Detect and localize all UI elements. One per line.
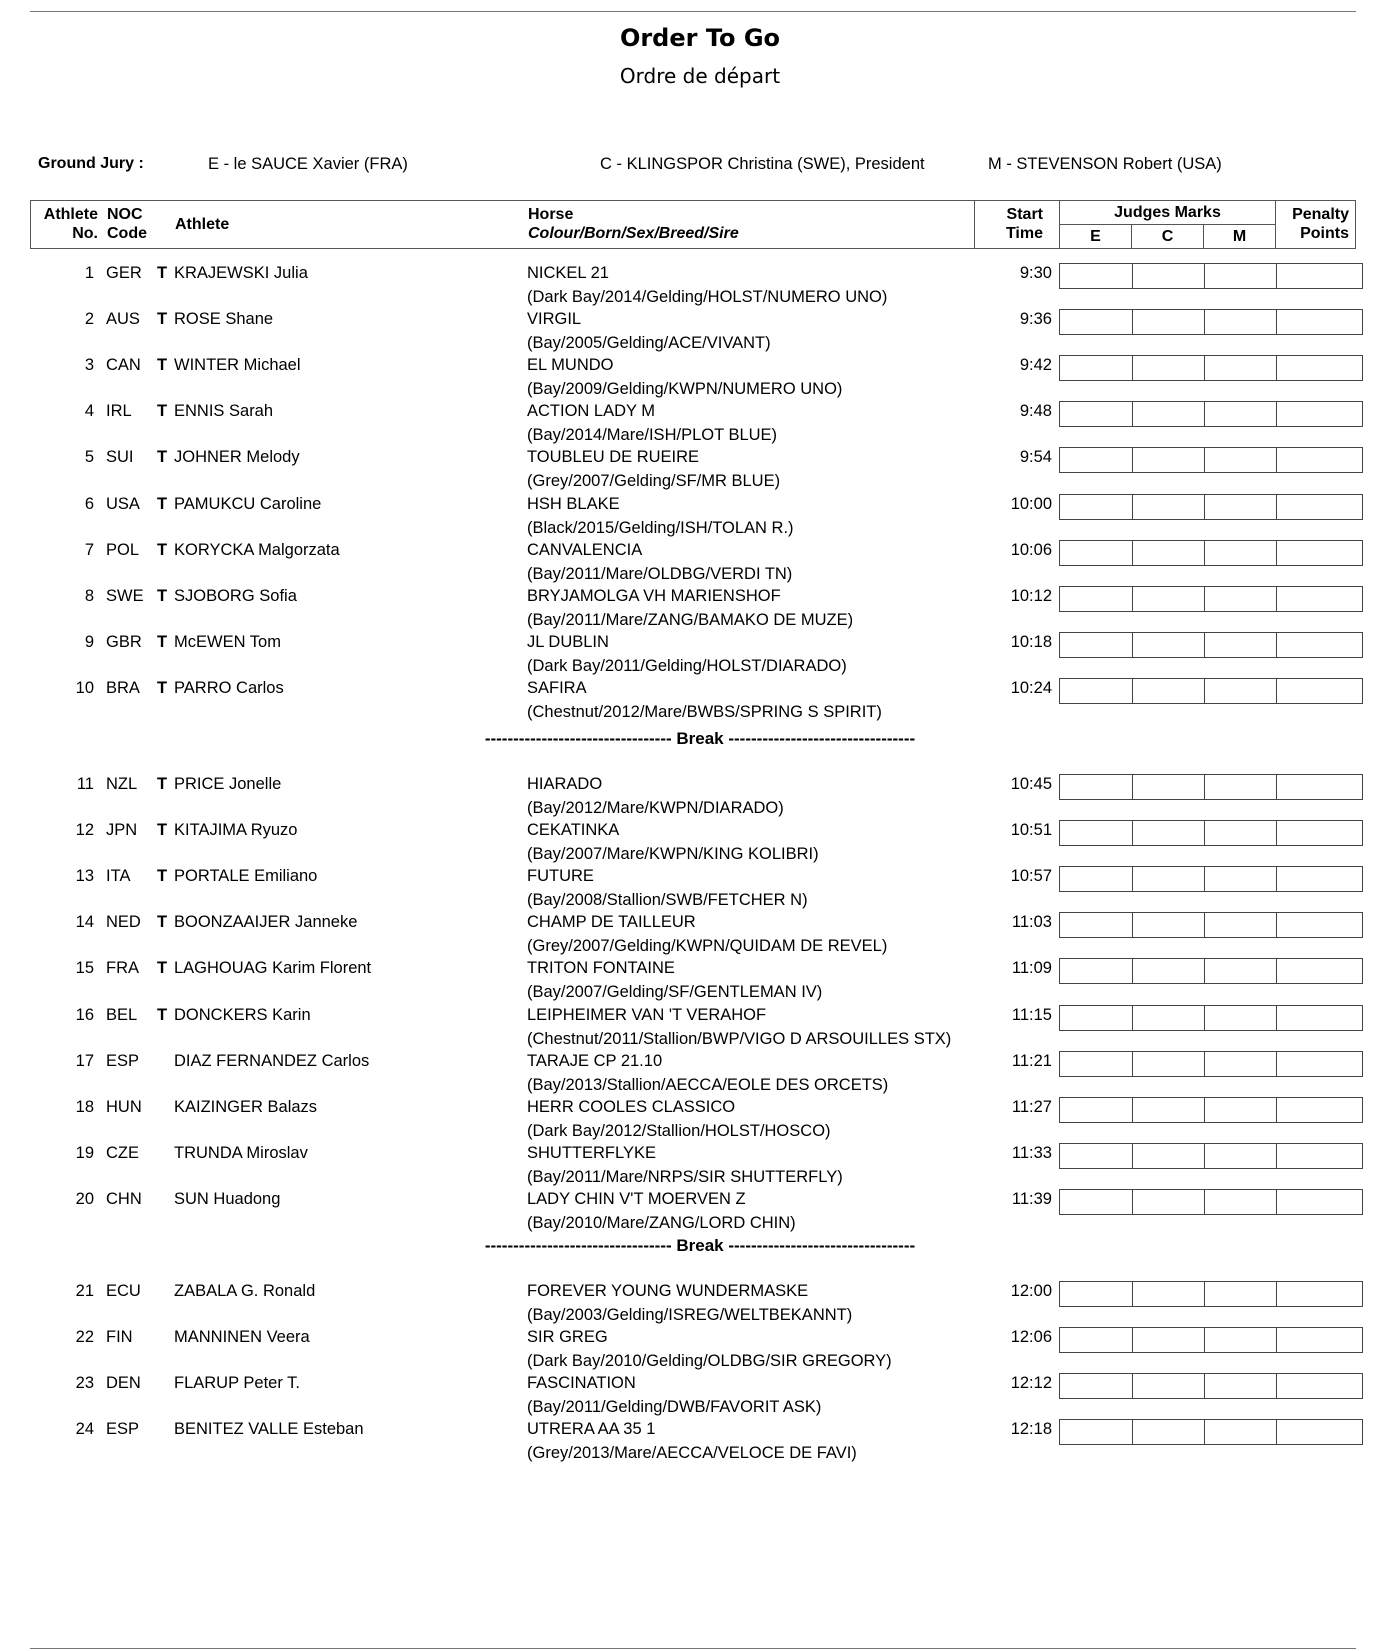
athlete-no: 8: [84, 586, 94, 605]
horse-details: (Bay/2008/Stallion/SWB/FETCHER N): [527, 891, 808, 910]
horse-name: TOUBLEU DE RUEIRE: [527, 448, 700, 467]
judges-marks-boxes[interactable]: [1059, 494, 1363, 520]
start-time: 11:39: [1011, 1189, 1052, 1208]
noc-code: BEL: [106, 1005, 138, 1024]
judges-marks-boxes[interactable]: [1059, 1419, 1363, 1445]
ground-jury-label: Ground Jury :: [38, 155, 144, 172]
athlete-no: 19: [75, 1143, 94, 1162]
horse-name: HERR COOLES CLASSICO: [527, 1097, 736, 1116]
start-time: 10:06: [1010, 540, 1052, 559]
athlete-no: 10: [75, 678, 94, 697]
start-time: 9:30: [1019, 264, 1052, 282]
jury-member-e: E - le SAUCE Xavier (FRA): [208, 155, 408, 173]
athlete-name: ROSE Shane: [174, 310, 274, 329]
start-time: 9:54: [1019, 448, 1052, 467]
judges-marks-boxes[interactable]: [1059, 1143, 1363, 1169]
athlete-no: 1: [84, 264, 94, 282]
athlete-no: 24: [75, 1420, 94, 1439]
horse-name: ACTION LADY M: [527, 402, 656, 421]
athlete-no: 11: [76, 775, 94, 793]
athlete-no: 9: [84, 632, 94, 651]
horse-details: (Bay/2014/Mare/ISH/PLOT BLUE): [527, 426, 778, 445]
start-time: 12:12: [1010, 1374, 1052, 1393]
noc-code: HUN: [106, 1097, 142, 1116]
noc-code: IRL: [106, 402, 132, 421]
athlete-no: 15: [75, 959, 94, 978]
header-start-line1: Start: [1006, 206, 1043, 223]
start-time: 10:12: [1010, 586, 1052, 605]
horse-name: CEKATINKA: [527, 821, 620, 840]
team-marker: T: [157, 448, 168, 467]
team-marker: T: [157, 1005, 168, 1024]
start-time: 9:42: [1019, 356, 1052, 375]
header-penalty-line1: Penalty: [1292, 206, 1349, 223]
horse-name: CANVALENCIA: [527, 540, 643, 559]
horse-name: BRYJAMOLGA VH MARIENSHOF: [527, 586, 781, 605]
header-athlete-no-line1: Athlete: [43, 206, 98, 223]
noc-code: ESP: [106, 1420, 140, 1439]
athlete-no: 17: [75, 1051, 94, 1070]
athlete-name: PRICE Jonelle: [174, 775, 282, 793]
horse-details: (Bay/2012/Mare/KWPN/DIARADO): [527, 799, 784, 817]
start-time: 10:24: [1010, 678, 1052, 697]
start-time: 10:18: [1010, 632, 1052, 651]
header-judge-c: C: [1161, 228, 1174, 245]
horse-name: UTRERA AA 35 1: [527, 1420, 656, 1439]
table-row: [0, 996, 1400, 1048]
athlete-no: 12: [75, 821, 94, 840]
athlete-no: 23: [75, 1374, 94, 1393]
horse-name: CHAMP DE TAILLEUR: [527, 913, 696, 932]
athlete-name: BENITEZ VALLE Esteban: [174, 1420, 364, 1439]
athlete-no: 18: [75, 1097, 94, 1116]
team-marker: T: [157, 959, 168, 978]
judges-marks-boxes[interactable]: [1059, 1373, 1363, 1399]
start-time: 11:03: [1011, 913, 1052, 932]
judges-marks-boxes[interactable]: [1059, 866, 1363, 892]
judges-marks-boxes[interactable]: [1059, 958, 1363, 984]
start-time: 11:27: [1011, 1097, 1052, 1116]
jury-member-c: C - KLINGSPOR Christina (SWE), President: [600, 155, 925, 173]
noc-code: NED: [106, 913, 141, 932]
horse-details: (Bay/2011/Gelding/DWB/FAVORIT ASK): [527, 1398, 822, 1417]
noc-code: USA: [106, 494, 140, 513]
team-marker: T: [157, 913, 168, 932]
athlete-name: SJOBORG Sofia: [174, 586, 297, 605]
judges-marks-boxes[interactable]: [1059, 540, 1363, 566]
horse-name: HIARADO: [527, 775, 603, 793]
table-row: [0, 346, 1400, 399]
header-start-line2: Time: [1005, 225, 1043, 242]
horse-details: (Bay/2005/Gelding/ACE/VIVANT): [527, 334, 771, 353]
judges-marks-boxes[interactable]: [1059, 678, 1363, 704]
noc-code: ECU: [106, 1282, 141, 1300]
noc-code: ESP: [106, 1051, 140, 1070]
start-time: 10:45: [1010, 775, 1052, 793]
athlete-name: PORTALE Emiliano: [174, 867, 318, 886]
table-row: [0, 669, 1400, 721]
athlete-name: BOONZAAIJER Janneke: [174, 913, 358, 932]
horse-details: (Dark Bay/2014/Gelding/HOLST/NUMERO UNO): [527, 288, 888, 306]
athlete-name: PARRO Carlos: [174, 678, 284, 697]
athlete-no: 7: [84, 540, 94, 559]
noc-code: CZE: [106, 1143, 139, 1162]
header-horse-line2: Colour/Born/Sex/Breed/Sire: [528, 225, 739, 242]
team-marker: T: [157, 402, 168, 421]
noc-code: CAN: [106, 356, 141, 375]
noc-code: JPN: [106, 821, 138, 840]
horse-name: FASCINATION: [527, 1374, 636, 1393]
table-row: [0, 1410, 1400, 1463]
athlete-no: 4: [84, 402, 94, 421]
table-row: [0, 531, 1400, 583]
athlete-name: PAMUKCU Caroline: [174, 494, 322, 513]
start-time: 10:57: [1010, 867, 1052, 886]
page-subtitle: Ordre de départ: [619, 64, 781, 88]
noc-code: FRA: [106, 959, 139, 978]
judges-marks-boxes[interactable]: [1059, 1051, 1363, 1077]
horse-name: VIRGIL: [527, 310, 582, 329]
header-penalty-line2: Points: [1300, 225, 1349, 242]
horse-details: (Grey/2007/Gelding/KWPN/QUIDAM DE REVEL): [527, 937, 888, 956]
table-row: [0, 765, 1400, 817]
judges-marks-boxes[interactable]: [1059, 774, 1363, 800]
horse-details: (Bay/2009/Gelding/KWPN/NUMERO UNO): [527, 380, 843, 399]
table-row: [0, 1042, 1400, 1094]
horse-details: (Bay/2007/Gelding/SF/GENTLEMAN IV): [527, 983, 823, 1002]
horse-details: (Dark Bay/2010/Gelding/OLDBG/SIR GREGORY): [527, 1352, 892, 1371]
judges-marks-boxes[interactable]: [1059, 401, 1363, 427]
horse-details: (Bay/2013/Stallion/AECCA/EOLE DES ORCETS): [527, 1075, 889, 1094]
table-row: [0, 857, 1400, 910]
athlete-no: 14: [75, 913, 94, 932]
athlete-name: TRUNDA Miroslav: [174, 1143, 308, 1162]
noc-code: NZL: [106, 775, 138, 793]
team-marker: T: [157, 310, 168, 329]
athlete-name: ZABALA G. Ronald: [174, 1282, 316, 1300]
judges-marks-boxes[interactable]: [1059, 1327, 1363, 1353]
table-row: [0, 903, 1400, 956]
athlete-name: LAGHOUAG Karim Florent: [174, 959, 372, 978]
table-row: [0, 392, 1400, 445]
horse-details: (Grey/2007/Gelding/SF/MR BLUE): [527, 472, 781, 491]
table-row: [0, 577, 1400, 629]
athlete-no: 6: [84, 494, 94, 513]
athlete-name: KORYCKA Malgorzata: [174, 540, 340, 559]
team-marker: T: [157, 678, 168, 697]
athlete-name: JOHNER Melody: [174, 448, 300, 467]
noc-code: ITA: [106, 867, 131, 886]
athlete-no: 5: [84, 448, 94, 467]
table-row: [0, 300, 1400, 353]
noc-code: SWE: [106, 586, 144, 605]
athlete-no: 20: [75, 1189, 94, 1208]
horse-name: FOREVER YOUNG WUNDERMASKE: [527, 1282, 809, 1300]
horse-name: SHUTTERFLYKE: [527, 1143, 656, 1162]
athlete-name: KITAJIMA Ryuzo: [174, 821, 298, 840]
horse-details: (Bay/2011/Mare/OLDBG/VERDI TN): [527, 564, 793, 583]
judges-marks-boxes[interactable]: [1059, 632, 1363, 658]
header-noc-line2: Code: [107, 225, 147, 242]
break-separator: --------------------------------- Break ---------------------------------: [484, 729, 916, 748]
header-judge-e: E: [1090, 228, 1101, 245]
team-marker: T: [157, 821, 168, 840]
noc-code: GER: [106, 264, 142, 282]
table-row: [0, 623, 1400, 675]
break-separator: --------------------------------- Break ---------------------------------: [484, 1236, 916, 1255]
header-athlete: Athlete: [175, 216, 230, 233]
table-row: [0, 1088, 1400, 1140]
horse-details: (Chestnut/2012/Mare/BWBS/SPRING S SPIRIT): [527, 702, 882, 721]
judges-marks-boxes[interactable]: [1059, 1097, 1363, 1123]
horse-details: (Chestnut/2011/Stallion/BWP/VIGO D ARSOUILLES STX): [527, 1029, 952, 1048]
athlete-name: FLARUP Peter T.: [174, 1374, 300, 1393]
horse-details: (Bay/2011/Mare/ZANG/BAMAKO DE MUZE): [527, 610, 854, 629]
horse-name: LEIPHEIMER VAN 'T VERAHOF: [527, 1005, 767, 1024]
start-time: 10:51: [1010, 821, 1052, 840]
noc-code: GBR: [106, 632, 142, 651]
header-judges-marks: Judges Marks: [1114, 204, 1221, 221]
start-time: 11:21: [1011, 1051, 1052, 1070]
team-marker: T: [157, 775, 168, 793]
athlete-no: 13: [75, 867, 94, 886]
noc-code: POL: [106, 540, 140, 559]
athlete-name: McEWEN Tom: [174, 632, 281, 651]
horse-details: (Dark Bay/2011/Gelding/HOLST/DIARADO): [527, 656, 847, 675]
noc-code: DEN: [106, 1374, 141, 1393]
table-row: [0, 1180, 1400, 1232]
athlete-name: ENNIS Sarah: [174, 402, 274, 421]
start-time: 11:09: [1011, 959, 1052, 978]
athlete-no: 21: [75, 1282, 94, 1300]
start-time: 10:00: [1010, 494, 1052, 513]
judges-marks-boxes[interactable]: [1059, 309, 1363, 335]
judges-marks-boxes[interactable]: [1059, 447, 1363, 473]
horse-name: SAFIRA: [527, 678, 587, 697]
athlete-name: KAIZINGER Balazs: [174, 1097, 318, 1116]
team-marker: T: [157, 540, 168, 559]
table-row: [0, 811, 1400, 864]
horse-details: (Black/2015/Gelding/ISH/TOLAN R.): [527, 518, 794, 537]
table-row: [0, 1364, 1400, 1417]
horse-name: NICKEL 21: [527, 264, 609, 282]
table-row: [0, 438, 1400, 491]
team-marker: T: [157, 867, 168, 886]
team-marker: T: [157, 264, 168, 282]
noc-code: SUI: [106, 448, 134, 467]
header-noc-line1: NOC: [107, 206, 143, 223]
athlete-no: 16: [75, 1005, 94, 1024]
judges-marks-boxes[interactable]: [1059, 586, 1363, 612]
horse-name: EL MUNDO: [527, 356, 614, 375]
athlete-no: 2: [84, 310, 94, 329]
athlete-no: 22: [75, 1328, 94, 1347]
horse-details: (Bay/2011/Mare/NRPS/SIR SHUTTERFLY): [527, 1167, 843, 1186]
horse-name: TARAJE CP 21.10: [527, 1051, 663, 1070]
horse-name: SIR GREG: [527, 1328, 608, 1347]
athlete-name: MANNINEN Veera: [174, 1328, 310, 1347]
noc-code: BRA: [106, 678, 140, 697]
judges-marks-boxes[interactable]: [1059, 1281, 1363, 1307]
noc-code: FIN: [106, 1328, 133, 1347]
table-row: [0, 1272, 1400, 1324]
start-time: 12:06: [1010, 1328, 1052, 1347]
judges-marks-boxes[interactable]: [1059, 1005, 1363, 1031]
athlete-name: DIAZ FERNANDEZ Carlos: [174, 1051, 370, 1070]
horse-details: (Dark Bay/2012/Stallion/HOLST/HOSCO): [527, 1121, 831, 1140]
horse-name: FUTURE: [527, 867, 594, 886]
judges-marks-boxes[interactable]: [1059, 263, 1363, 289]
header-athlete-no-line2: No.: [72, 225, 98, 242]
team-marker: T: [157, 494, 168, 513]
horse-name: LADY CHIN V'T MOERVEN Z: [527, 1189, 746, 1208]
table-row: [0, 1134, 1400, 1186]
horse-details: (Bay/2003/Gelding/ISREG/WELTBEKANNT): [527, 1306, 853, 1324]
athlete-no: 3: [84, 356, 94, 375]
start-time: 12:00: [1010, 1282, 1052, 1300]
header-judge-m: M: [1232, 228, 1247, 245]
table-row: [0, 254, 1400, 306]
judges-marks-boxes[interactable]: [1059, 820, 1363, 846]
horse-details: (Grey/2013/Mare/AECCA/VELOCE DE FAVI): [527, 1444, 857, 1463]
judges-marks-boxes[interactable]: [1059, 912, 1363, 938]
table-row: [0, 949, 1400, 1002]
horse-name: JL DUBLIN: [527, 632, 609, 651]
page-title: Order To Go: [619, 24, 781, 52]
start-time: 11:33: [1011, 1143, 1052, 1162]
start-time: 12:18: [1010, 1420, 1052, 1439]
athlete-name: KRAJEWSKI Julia: [174, 264, 308, 282]
judges-marks-boxes[interactable]: [1059, 1189, 1363, 1215]
athlete-name: WINTER Michael: [174, 356, 301, 375]
table-row: [0, 1318, 1400, 1371]
horse-details: (Bay/2007/Mare/KWPN/KING KOLIBRI): [527, 845, 819, 864]
horse-name: TRITON FONTAINE: [527, 959, 675, 978]
team-marker: T: [157, 356, 168, 375]
horse-details: (Bay/2010/Mare/ZANG/LORD CHIN): [527, 1213, 796, 1232]
start-time: 9:48: [1019, 402, 1052, 421]
start-time: 11:15: [1011, 1005, 1052, 1024]
athlete-name: SUN Huadong: [174, 1189, 281, 1208]
noc-code: CHN: [106, 1189, 142, 1208]
start-time: 9:36: [1019, 310, 1052, 329]
noc-code: AUS: [106, 310, 140, 329]
athlete-name: DONCKERS Karin: [174, 1005, 311, 1024]
judges-marks-boxes[interactable]: [1059, 355, 1363, 381]
bottom-rule: [30, 1648, 1356, 1649]
team-marker: T: [157, 586, 168, 605]
team-marker: T: [157, 632, 168, 651]
jury-member-m: M - STEVENSON Robert (USA): [988, 155, 1222, 173]
table-row: [0, 485, 1400, 537]
horse-name: HSH BLAKE: [527, 494, 620, 513]
header-horse-line1: Horse: [528, 206, 574, 223]
